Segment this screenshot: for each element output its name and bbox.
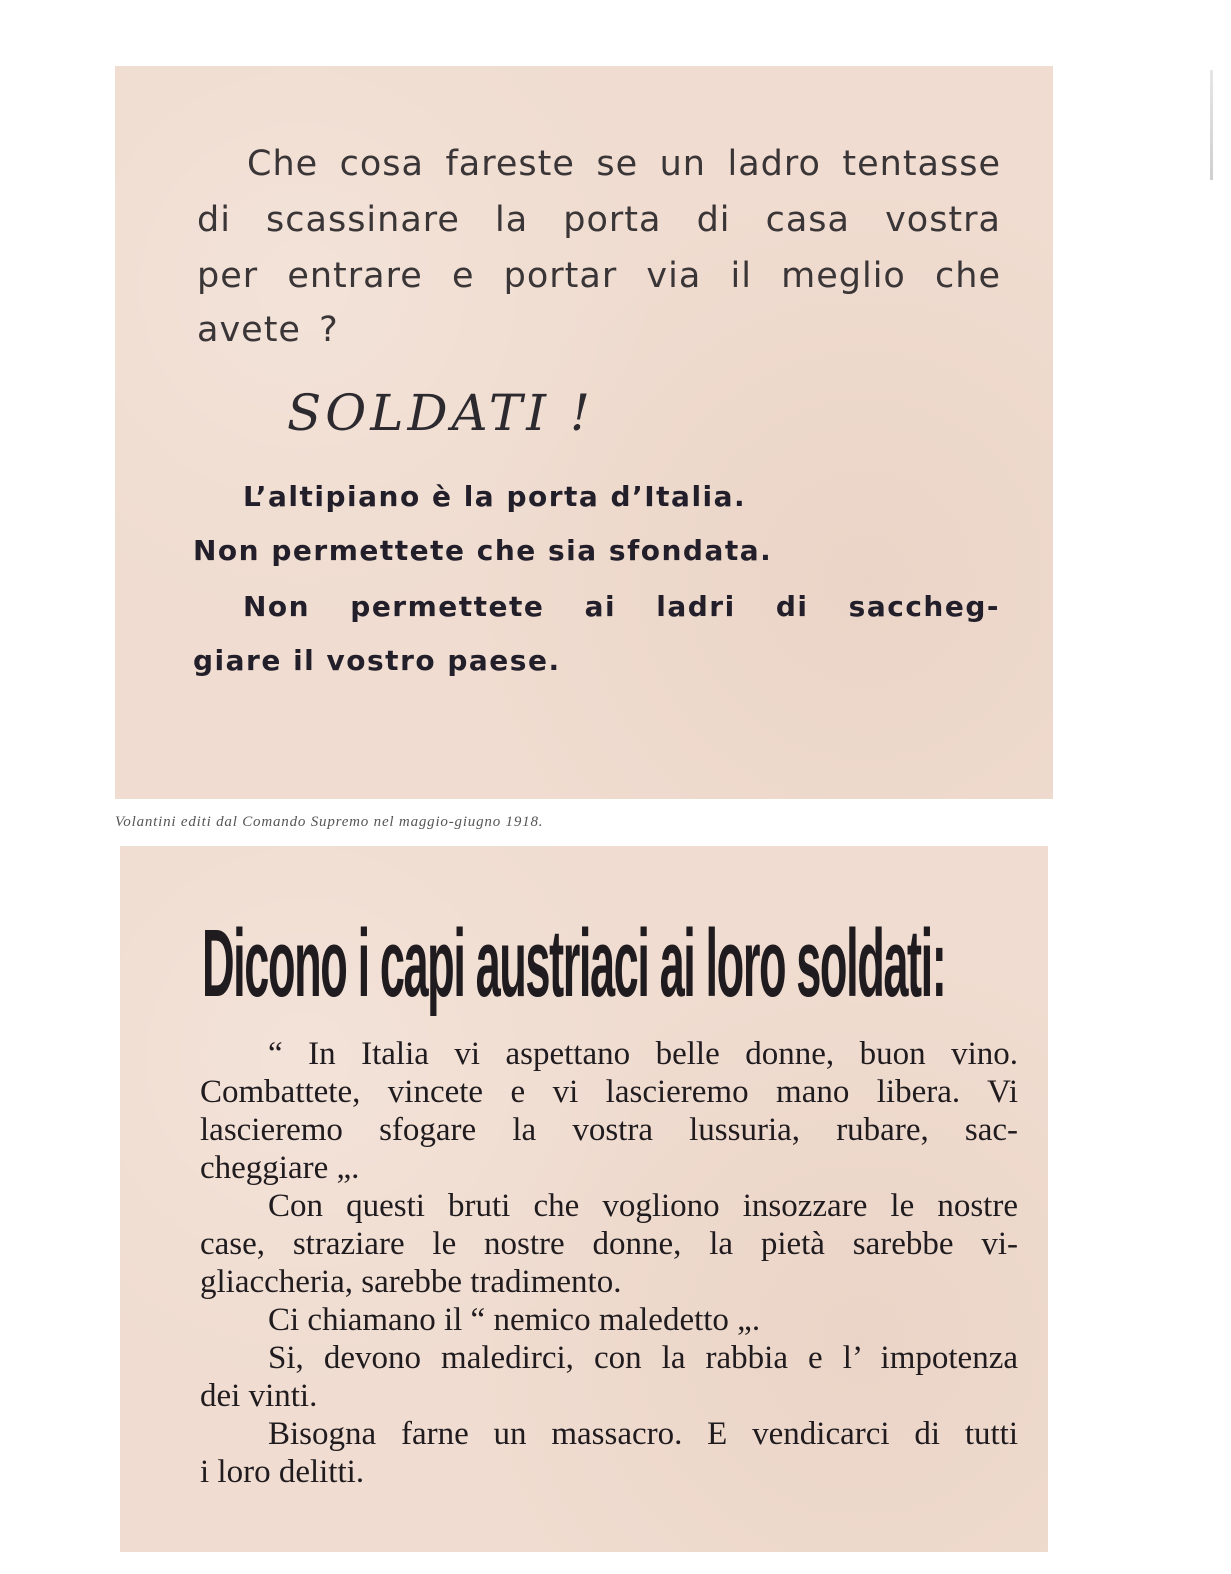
- leaflet-top: [115, 66, 1053, 799]
- question-line: avete ?: [197, 310, 339, 350]
- body-line: case, straziare le nostre donne, la pietà sarebbe vi-: [200, 1226, 1018, 1262]
- slogan-line: Non permettete che sia sfondata.: [193, 534, 773, 567]
- body-line: i loro delitti.: [200, 1454, 365, 1490]
- body-line: lascieremo sfogare la vostra lussuria, rubare, sac-: [200, 1112, 1018, 1148]
- slogan-line: Non permettete ai ladri di saccheg-: [243, 590, 1000, 623]
- figure-caption: Volantini editi dal Comando Supremo nel maggio-giugno 1918.: [115, 814, 544, 830]
- body-line: Si, devono maledirci, con la rabbia e l’ impotenza: [268, 1340, 1018, 1376]
- body-line: dei vinti.: [200, 1378, 318, 1414]
- page-edge-mark: [1210, 70, 1213, 180]
- body-line: Bisogna farne un massacro. E vendicarci di tutti: [268, 1416, 1018, 1452]
- leaflet-bottom: [120, 846, 1048, 1552]
- question-line: per entrare e portar via il meglio che: [197, 256, 1001, 296]
- leaflet-headline: Dicono i capi austriaci ai loro soldati:: [202, 910, 946, 1017]
- question-line: Che cosa fareste se un ladro tentasse: [247, 144, 1001, 184]
- body-line: gliaccheria, sarebbe tradimento.: [200, 1264, 622, 1300]
- question-line: di scassinare la porta di casa vostra: [197, 200, 1001, 240]
- slogan-line: giare il vostro paese.: [193, 644, 561, 677]
- body-line: Con questi bruti che vogliono insozzare le nostre: [268, 1188, 1018, 1224]
- body-line: Ci chiamano il “ nemico maledetto „.: [268, 1302, 761, 1338]
- slogan-line: L’altipiano è la porta d’Italia.: [243, 480, 747, 513]
- body-line: cheggiare „.: [200, 1150, 360, 1186]
- body-line: “ In Italia vi aspettano belle donne, buon vino.: [268, 1036, 1018, 1072]
- soldati-heading: SOLDATI !: [287, 384, 594, 442]
- body-line: Combattete, vincete e vi lascieremo mano libera. Vi: [200, 1074, 1018, 1110]
